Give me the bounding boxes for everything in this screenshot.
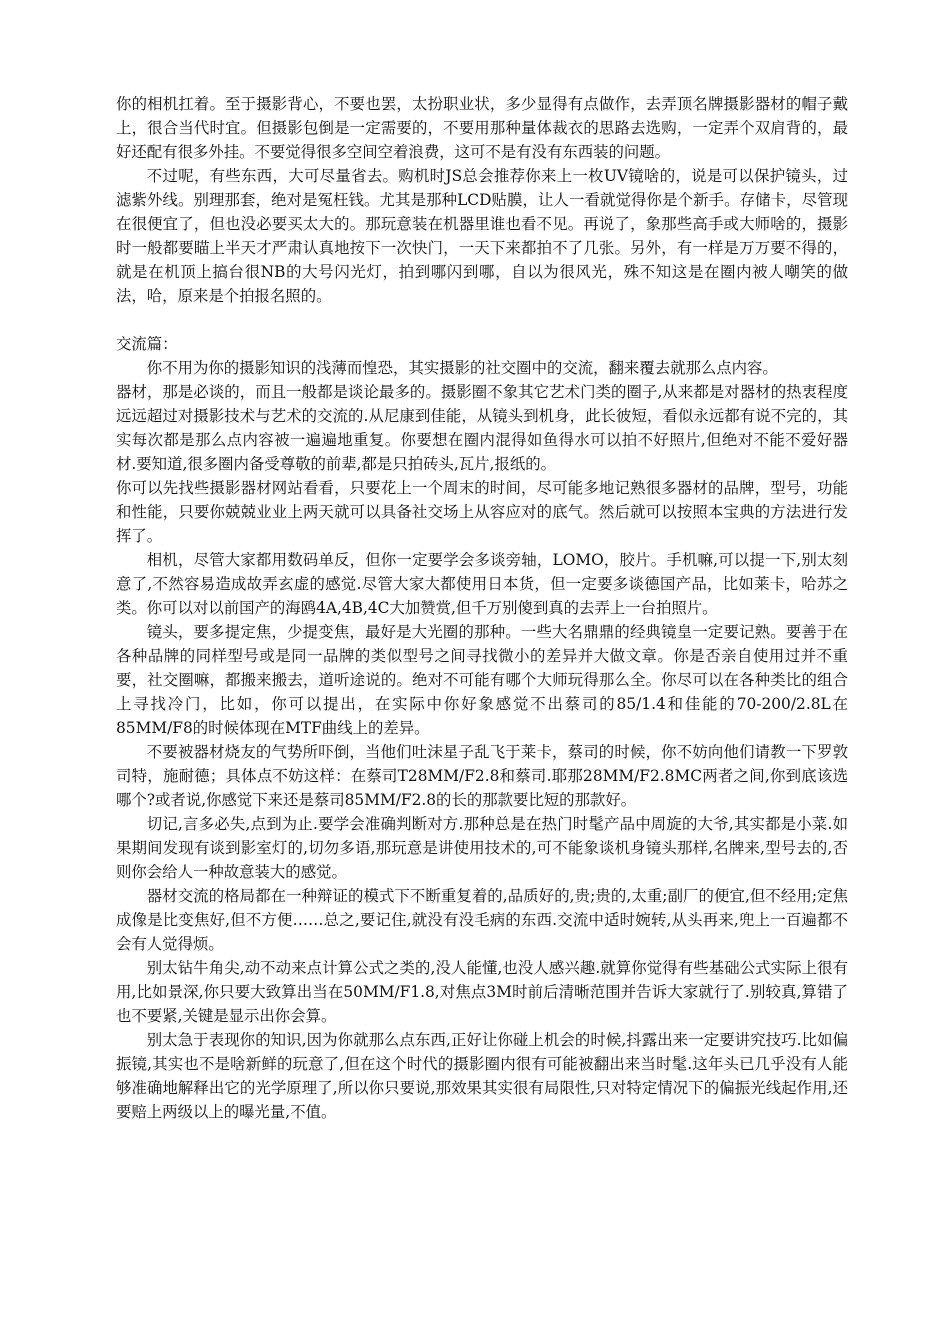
paragraph-formulas: 别太钻牛角尖,动不动来点计算公式之类的,没人能懂,也没人感兴趣.就算你觉得有些基础公式实际上很有用,比如景深,你只要大致算出当在50MM/F1.8,对焦点3M时前后清晰范围并告诉大家就行了.别较真,算错了也不要紧,关键是显示出你会算。 (116, 959, 848, 1025)
paragraph-cameras: 相机，尽管大家都用数码单反，但你一定要学会多谈旁轴，LOMO，胶片。手机嘛,可以提一下,别太刻意了,不然容易造成故弄玄虚的感觉.尽管大家大都使用日本货，但一定要多谈德国产品，比如莱卡，哈苏之类。你可以对以前国产的海鸥4A,4B,4C大加赞赏,但千万别傻到真的去弄上一台拍照片。 (116, 551, 848, 617)
paragraph-camera-bag: 你的相机扛着。至于摄影背心，不要也罢，太扮职业状，多少显得有点做作，去弄顶名牌摄影器材的帽子戴上，很合当代时宜。但摄影包倒是一定需要的，不要用那种量体裁衣的思路去选购，一定弄个双肩背的，最好还配有很多外挂。不要觉得很多空间空着浪费，这可不是有没有东西装的问题。 (116, 95, 848, 161)
paragraph-knowledge: 别太急于表现你的知识,因为你就那么点东西,正好让你碰上机会的时候,抖露出来一定要讲究技巧.比如偏振镜,其实也不是啥新鲜的玩意了,但在这个时代的摄影圈内很有可能被翻出来当时髦.这年头已几乎没有人能够准确地解释出它的光学原理了,所以你只要说,那效果其实很有局限性,只对特定情况下的偏振光线起作用,还要赔上两级以上的曝光量,不值。 (116, 1031, 848, 1121)
paragraph-caution: 切记,言多必失,点到为止.要学会准确判断对方.那种总是在热门时髦产品中周旋的大爷,其实都是小菜.如果期间发现有谈到影室灯的,切勿多语,那玩意是讲使用技术的,可不能象谈机身镜头那样,名牌来,型号去的,否则你会给人一种故意装大的感觉。 (116, 815, 848, 881)
paragraph-equipment: 器材，那是必谈的，而且一般都是谈论最多的。摄影圈不象其它艺术门类的圈子,从来都是对器材的热衷程度远远超过对摄影技术与艺术的交流的.从尼康到佳能，从镜头到机身，此长彼短，看似永远都有说不完的，其实每次都是那么点内容被一遍遍地重复。你要想在圈内混得如鱼得水可以拍不好照片,但绝对不能不爱好器材.要知道,很多圈内备受尊敬的前辈,都是只拍砖头,瓦片,报纸的。 (116, 383, 848, 473)
paragraph-spacer (116, 308, 848, 332)
document-body (116, 92, 848, 1124)
paragraph-lenses: 镜头，要多提定焦，少提变焦，最好是大光圈的那种。一些大名鼎鼎的经典镜皇一定要记熟。要善于在各种品牌的同样型号或是同一品牌的类似型号之间寻找微小的差异并大做文章。你是否亲自使用过并不重要，社交圈嘛，都搬来搬去，道听途说的。绝对不可能有哪个大师玩得那么全。你尽可以在各种类比的组合上寻找冷门，比如，你可以提出，在实际中你好象感觉不出蔡司的85/1.4和佳能的70-200/2.8L在85MM/F8的时候体现在MTF曲线上的差异。 (116, 623, 848, 737)
section-heading: 交流篇： (116, 335, 178, 353)
paragraph-intro: 你不用为你的摄影知识的浅薄而惶恐，其实摄影的社交圈中的交流，翻来覆去就那么点内容。 (146, 359, 778, 377)
paragraph-accessories: 不过呢，有些东西，大可尽量省去。购机时JS总会推荐你来上一枚UV镜啥的，说是可以保护镜头，过滤紫外线。别理那套，绝对是冤枉钱。尤其是那种LCD贴膜，让人一看就觉得你是个新手。存储卡，尽管现在很便宜了，但也没必要买太大的。那玩意装在机器里谁也看不见。再说了，象那些高手或大师啥的，摄影时一般都要瞄上半天才严肃认真地按下一次快门，一天下来都拍不了几张。另外，有一样是万万要不得的，就是在机顶上搞台很NB的大号闪光灯，拍到哪闪到哪，自以为很风光，殊不知这是在圈内被人嘲笑的做法，哈，原来是个拍报名照的。 (116, 167, 848, 305)
paragraph-websites: 你可以先找些摄影器材网站看看，只要花上一个周末的时间，尽可能多地记熟很多器材的品牌，型号，功能和性能，只要你兢兢业业上两天就可以具备社交场上从容应对的底气。然后就可以按照本宝典的方法进行发挥了。 (116, 479, 848, 545)
paragraph-dialectic: 器材交流的格局都在一种辩证的模式下不断重复着的,品质好的,贵;贵的,太重;副厂的便宜,但不经用;定焦成像是比变焦好,但不方便……总之,要记住,就没有没毛病的东西.交流中适时婉转,从头再来,兜上一百遍都不会有人觉得烦。 (116, 887, 848, 953)
paragraph-enthusiasts: 不要被器材烧友的气势所吓倒，当他们吐沫星子乱飞于莱卡，蔡司的时候，你不妨向他们请教一下罗敦司特，施耐德；具体点不妨这样：在蔡司T28MM/F2.8和蔡司.耶那28MM/F2.8MC两者之间,你到底该选哪个?或者说,你感觉下来还是蔡司85MM/F2.8的长的那款要比短的那款好。 (116, 743, 848, 809)
